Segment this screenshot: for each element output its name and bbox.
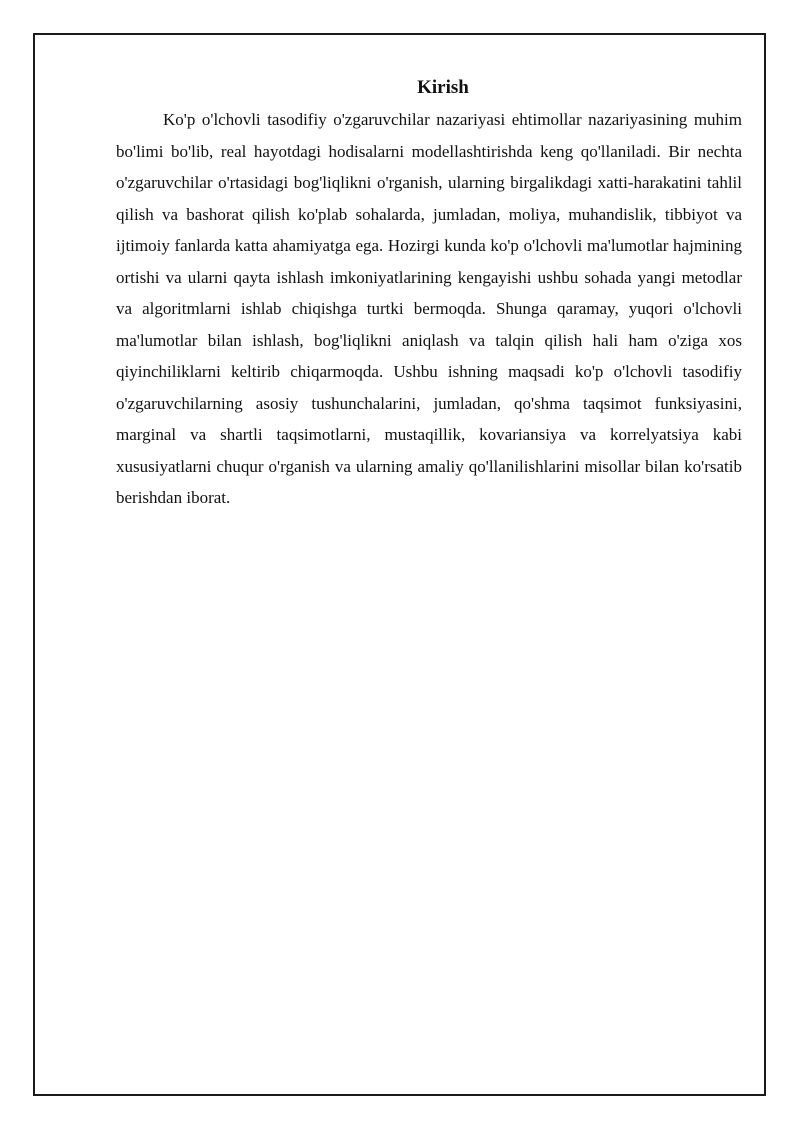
document-body [116,74,742,514]
introduction-paragraph: Ko'p o'lchovli tasodifiy o'zgaruvchilar nazariyasi ehtimollar nazariyasining muhim bo'limi bo'lib, real hayotdagi hodisalarni modellashtirishda keng qo'llaniladi. Bir nechta o'zgaruvchilar o'rtasidagi bog'liqlikni o'rganish, ularning birgalikdagi xatti-harakatini tahlil qilish va bashorat qilish ko'plab sohalarda, jumladan, moliya, muhandislik, tibbiyot va ijtimoiy fanlarda katta ahamiyatga ega. Hozirgi kunda ko'p o'lchovli ma'lumotlar hajmining ortishi va ularni qayta ishlash imkoniyatlarining kengayishi ushbu sohada yangi metodlar va algoritmlarni ishlab chiqishga turtki bermoqda. Shunga qaramay, yuqori o'lchovli ma'lumotlar bilan ishlash, bog'liqlikni aniqlash va talqin qilish hali ham o'ziga xos qiyinchiliklarni keltirib chiqarmoqda. Ushbu ishning maqsadi ko'p o'lchovli tasodifiy o'zgaruvchilarning asosiy tushunchalarini, jumladan, qo'shma taqsimot funksiyasini, marginal va shartli taqsimotlarni, mustaqillik, kovariansiya va korrelyatsiya kabi xususiyatlarni chuqur o'rganish va ularning amaliy qo'llanilishlarini misollar bilan ko'rsatib berishdan iborat. [116,110,742,507]
page-title: Kirish [417,77,469,98]
